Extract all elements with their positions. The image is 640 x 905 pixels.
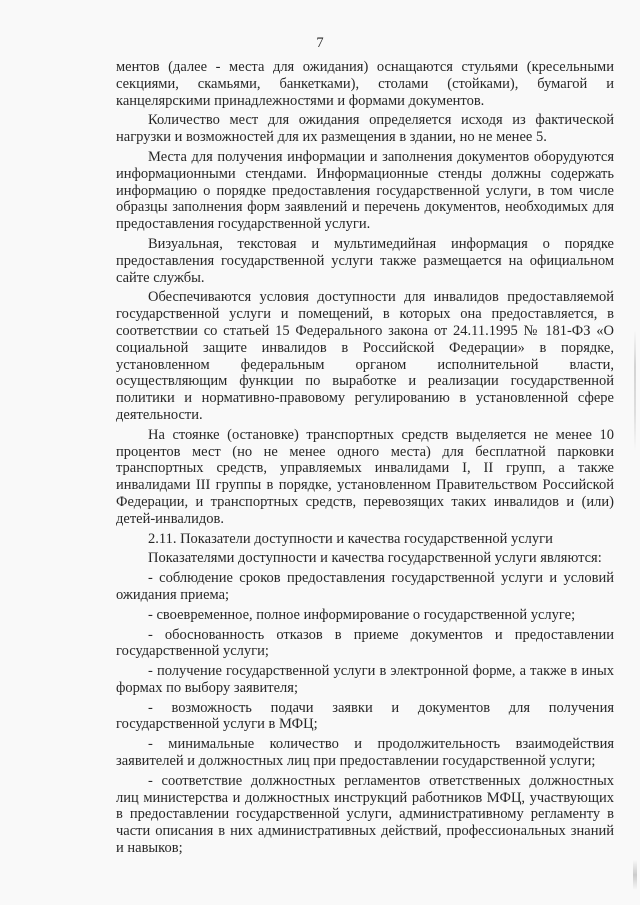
- document-body: [116, 59, 614, 860]
- list-item-deadlines: - соблюдение сроков предоставления государственной услуги и условий ожидания приема;: [116, 570, 614, 603]
- list-item-interaction: - минимальные количество и продолжительность взаимодействия заявителей и должностных лиц при предоставлении государственной услуги;: [116, 736, 614, 770]
- list-item-informing: - своевременное, полное информирование о государственной услуге;: [148, 606, 576, 623]
- list-item-refusals: - обоснованность отказов в приеме документов и предоставлении государственной услуги;: [116, 626, 614, 660]
- section-heading-2-11: 2.11. Показатели доступности и качества государственной услуги: [148, 530, 553, 547]
- list-item-mfc-submission: - возможность подачи заявки и документов для получения государственной услуги в МФЦ;: [116, 699, 614, 733]
- paragraph-parking: На стоянке (остановке) транспортных средств выделяется не менее 10 процентов мест (но не менее одного места) для бесплатной парковки транспортных средств, управляемых инвалидами I, II групп, а также инвалидами III группы в порядке, установленном Правительством Российской Федерации, и транспортных средств, перевозящих таких инвалидов и (или) детей-инвалидов.: [116, 426, 614, 527]
- list-item-electronic-form: - получение государственной услуги в электронной форме, а также в иных формах по выбору заявителя;: [116, 663, 614, 696]
- paragraph-indicators-intro: Показателями доступности и качества государственной услуги являются:: [148, 550, 602, 567]
- page-number: 7: [316, 35, 324, 51]
- scan-edge-mark: [633, 860, 637, 890]
- list-item-regulations-compliance: - соответствие должностных регламентов ответственных должностных лиц министерства и должностных инструкций работников МФЦ, участвующих в предоставлении государственной услуги, административному регламенту в части описания в них административных действий, профессиональных знаний и навыков;: [116, 772, 614, 857]
- paragraph-visual-information: Визуальная, текстовая и мультимедийная информация о порядке предоставления государственной услуги также размещается на официальном сайте службы.: [116, 235, 614, 286]
- scan-edge-mark: [634, 330, 636, 450]
- paragraph-accessibility-conditions: Обеспечиваются условия доступности для инвалидов предоставляемой государственной услуги и помещений, в которых она предоставляется, в соответствии со статьей 15 Федерального закона от 24.11.1995 № 181-ФЗ «О социальной защите инвалидов в Российской Федерации» в порядке, установленном федеральным органом исполнительной власти, осуществляющим функции по выработке и реализации государственной политики и нормативно-правовому регулированию в установленной сфере деятельности.: [116, 289, 614, 423]
- paragraph-waiting-places-count: Количество мест для ожидания определяется исходя из фактической нагрузки и возможностей для их размещения в здании, но не менее 5.: [116, 112, 614, 146]
- paragraph-information-stands: Места для получения информации и заполнения документов оборудуются информационными стендами. Информационные стенды должны содержать информацию о порядке предоставления государственной услуги, в том числе образцы заполнения форм заявлений и перечень документов, необходимых для предоставления государственной услуги.: [116, 148, 614, 233]
- paragraph-continuation: ментов (далее - места для ожидания) оснащаются стульями (кресельными секциями, скамьями, банкетками), столами (стойками), бумагой и канцелярскими принадлежностями и формами документов.: [116, 59, 614, 109]
